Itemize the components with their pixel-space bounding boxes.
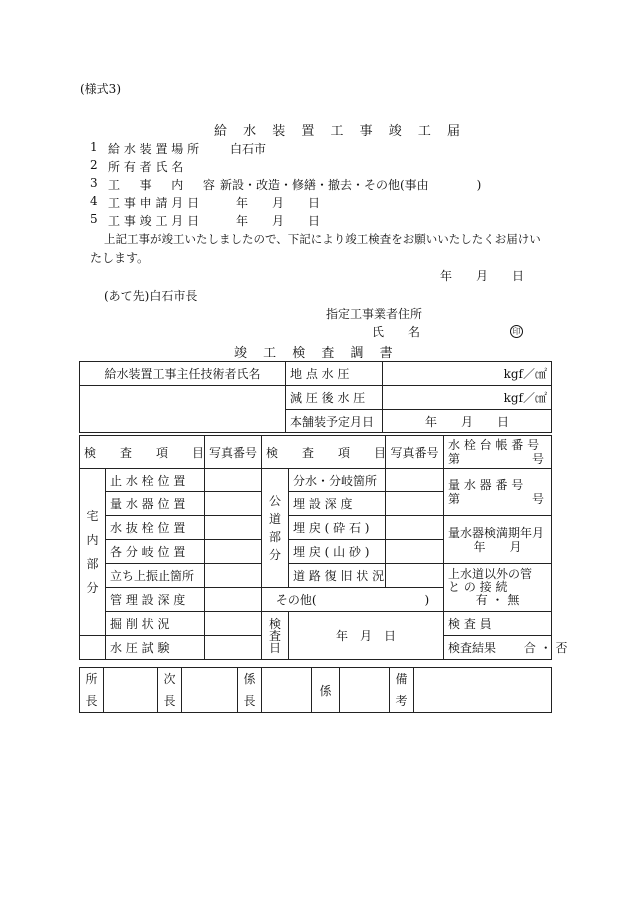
inspect-item: 埋 戻 ( 砕 石 ) xyxy=(289,516,386,540)
item-number: 5 xyxy=(90,212,98,226)
indoor-blank xyxy=(80,636,106,660)
photo-no-header: 写真番号 xyxy=(386,436,444,469)
hydrant-ledger-number xyxy=(444,436,552,469)
meter-expiry-value: 年 月 xyxy=(473,539,522,554)
indoor-section-text: 宅内部分 xyxy=(86,509,99,595)
photo-no-field[interactable] xyxy=(205,469,262,492)
other-item: その他( ) xyxy=(262,588,444,612)
item-number: 4 xyxy=(90,194,98,208)
photo-no-field[interactable] xyxy=(386,492,444,516)
item-value: 年 月 日 xyxy=(236,196,321,210)
remarks-field[interactable] xyxy=(414,668,552,713)
inspect-item: 立ち上振止箇所 xyxy=(106,564,205,588)
inspect-item: 分水・分岐箇所 xyxy=(289,469,386,492)
photo-no-field[interactable] xyxy=(386,540,444,564)
item-label: 工 事 竣 工 月 日 xyxy=(108,214,200,228)
photo-no-field[interactable] xyxy=(205,564,262,588)
seal-icon: 印 xyxy=(510,325,523,338)
chief-label: 係長 xyxy=(238,668,262,713)
connection-label-1: 上水道以外の管 xyxy=(448,567,533,581)
request-text-line2: たします。 xyxy=(90,251,150,265)
director-stamp-field[interactable] xyxy=(104,668,158,713)
photo-no-field[interactable] xyxy=(205,492,262,516)
inspect-item: 水 圧 試 験 xyxy=(106,636,205,660)
item-value: 新設・改造・修繕・撤去・その他(事由 ) xyxy=(220,178,482,192)
hydrant-ledger-label: 水 栓 台 帳 番 号 xyxy=(448,438,540,452)
director-label: 所長 xyxy=(80,668,104,713)
inspection-table xyxy=(79,435,568,660)
chief-stamp-field[interactable] xyxy=(262,668,312,713)
survey-title: 竣 工 検 査 調 書 xyxy=(234,346,399,361)
main-pipe-date-value: 年 月 日 xyxy=(383,410,552,433)
engineer-name-label: 給水装置工事主任技術者氏名 xyxy=(80,362,286,386)
inspector-row xyxy=(444,612,552,636)
inspection-result-row xyxy=(444,636,568,660)
inspect-item: 水 抜 栓 位 置 xyxy=(106,516,205,540)
other-pipe-connection xyxy=(444,564,552,612)
meter-number xyxy=(444,469,552,516)
document-title: 給 水 装 置 工 事 竣 工 届 xyxy=(214,124,467,139)
photo-no-field[interactable] xyxy=(205,516,262,540)
connection-label-2: と の 接 続 xyxy=(448,580,508,594)
item-number: 3 xyxy=(90,176,98,190)
meter-expiry xyxy=(444,516,552,564)
inspect-item: 量 水 器 位 置 xyxy=(106,492,205,516)
inspect-item: 掘 削 状 況 xyxy=(106,612,205,636)
engineer-name-field[interactable] xyxy=(80,386,286,433)
inspection-result-label: 検査結果 xyxy=(448,641,497,655)
meter-number-value: 第 号 xyxy=(448,492,545,506)
remarks-label: 備考 xyxy=(390,668,414,713)
photo-no-field[interactable] xyxy=(205,636,262,660)
meter-expiry-label: 量水器検満期年月 xyxy=(448,525,545,540)
item-label: 所 有 者 氏 名 xyxy=(108,160,184,174)
item-value: 年 月 日 xyxy=(236,214,321,228)
submission-date: 年 月 日 xyxy=(440,269,525,283)
site-pressure-label: 地 点 水 圧 xyxy=(286,362,383,386)
main-pipe-date-label: 本舗装予定月日 xyxy=(286,410,383,433)
request-text-line1: 上記工事が竣工いたしましたので、下記により竣工検査をお願いいたしたくお届けい xyxy=(104,232,541,246)
photo-no-field[interactable] xyxy=(386,564,444,588)
item-number: 2 xyxy=(90,158,98,172)
photo-no-field[interactable] xyxy=(205,540,262,564)
header-table xyxy=(79,361,552,433)
deputy-label: 次長 xyxy=(158,668,182,713)
public-road-label xyxy=(262,469,289,588)
item-label: 工 事 内 容 xyxy=(108,178,215,192)
site-pressure-unit: kgf／㎠ xyxy=(383,362,552,386)
photo-no-header: 写真番号 xyxy=(205,436,262,469)
photo-no-field[interactable] xyxy=(386,469,444,492)
contractor-name-label: 氏 名 xyxy=(372,325,421,339)
item-value: 白石市 xyxy=(230,142,267,156)
approval-table xyxy=(79,667,552,713)
item-label: 工 事 申 請 月 日 xyxy=(108,196,200,210)
inspection-date-value: 年 月 日 xyxy=(289,612,444,660)
hydrant-ledger-value: 第 号 xyxy=(448,452,545,466)
inspect-item: 埋 戻 ( 山 砂 ) xyxy=(289,540,386,564)
inspect-item: 各 分 岐 位 置 xyxy=(106,540,205,564)
connection-choice: 有 ・ 無 xyxy=(475,593,520,607)
reduced-pressure-label: 減 圧 後 水 圧 xyxy=(286,386,383,410)
seal-mark xyxy=(510,323,523,338)
public-road-text: 公道部分 xyxy=(269,494,282,562)
item-label: 給 水 装 置 場 所 xyxy=(108,142,200,156)
form-number: (様式3) xyxy=(80,82,121,96)
photo-no-field[interactable] xyxy=(386,516,444,540)
item-number: 1 xyxy=(90,140,98,154)
inspect-item: 道 路 復 旧 状 況 xyxy=(289,564,386,588)
photo-no-field[interactable] xyxy=(205,588,262,612)
staff-label: 係 xyxy=(312,668,340,713)
reduced-pressure-unit: kgf／㎠ xyxy=(383,386,552,410)
inspect-item: 止 水 栓 位 置 xyxy=(106,469,205,492)
inspection-date-label: 検査日 xyxy=(262,612,289,660)
staff-stamp-field[interactable] xyxy=(340,668,390,713)
inspect-item: 管 理 設 深 度 xyxy=(106,588,205,612)
inspector-label: 検 査 員 xyxy=(448,617,492,631)
addressee: (あて先)白石市長 xyxy=(104,289,198,303)
deputy-stamp-field[interactable] xyxy=(182,668,238,713)
inspect-item-header: 検 査 項 目 xyxy=(262,436,386,469)
inspect-item-header: 検 査 項 目 xyxy=(80,436,205,469)
meter-number-label: 量 水 器 番 号 xyxy=(448,478,524,492)
inspection-result-choice: 合 ・ 否 xyxy=(523,641,568,655)
inspect-item: 埋 設 深 度 xyxy=(289,492,386,516)
contractor-address-label: 指定工事業者住所 xyxy=(326,307,423,321)
photo-no-field[interactable] xyxy=(205,612,262,636)
indoor-section-label xyxy=(80,469,106,636)
